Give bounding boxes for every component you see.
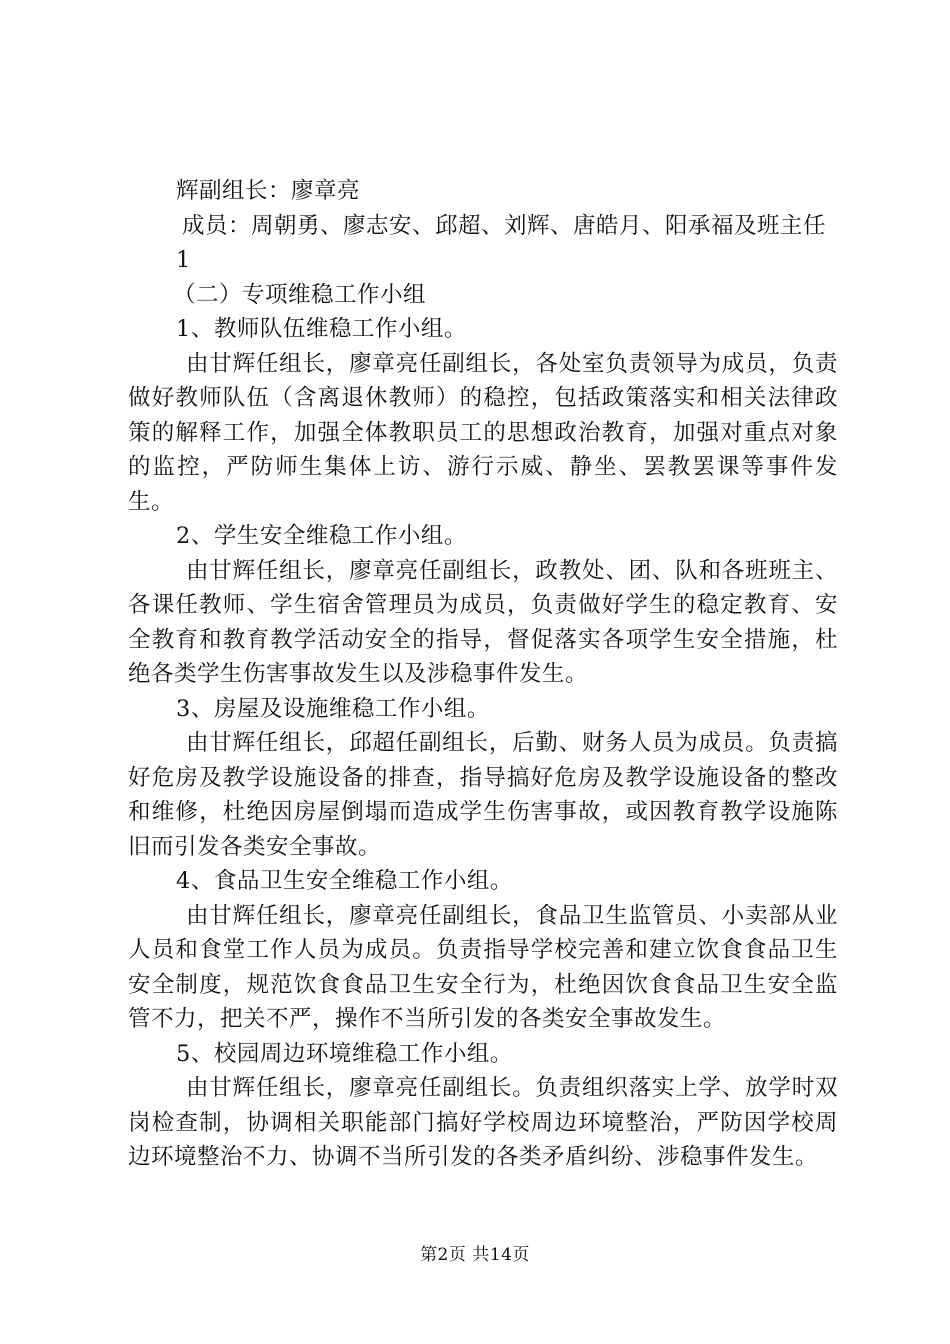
- subsection-heading-3: 3、房屋及设施维稳工作小组。: [176, 695, 490, 722]
- subsection-heading-1: 1、教师队伍维稳工作小组。: [176, 316, 467, 342]
- document-body: [128, 174, 838, 1175]
- page-footer: 第2页 共14页: [420, 1245, 530, 1265]
- paragraph-body-4: 由甘辉任组长，廖章亮任副组长，食品卫生监管员、小卖部从业人员和食堂工作人员为成员。负责指导学校完善和建立饮食食品卫生安全制度，规范饮食食品卫生安全行为，杜绝因饮食食品卫生安全监管不力，把关不严，操作不当所引发的各类安全事故发生。: [128, 902, 838, 1032]
- paragraph-deputy-leader: 辉副组长：廖章亮: [176, 178, 361, 204]
- section-heading: （二）专项维稳工作小组: [173, 281, 427, 308]
- paragraph-members: 成员：周朝勇、廖志安、邱超、刘辉、唐皓月、阳承福及班主任: [182, 212, 827, 239]
- paragraph-body-2: 由甘辉任组长，廖章亮任副组长，政教处、团、队和各班班主、各课任教师、学生宿舍管理员为成员，负责做好学生的稳定教育、安全教育和教育教学活动安全的指导，督促落实各项学生安全措施，杜绝各类学生伤害事故发生以及涉稳事件发生。: [128, 557, 838, 687]
- paragraph-number: 1: [176, 247, 191, 273]
- subsection-heading-4: 4、食品卫生安全维稳工作小组。: [176, 868, 513, 894]
- subsection-heading-5: 5、校园周边环境维稳工作小组。: [176, 1040, 513, 1067]
- paragraph-body-5: 由甘辉任组长，廖章亮任副组长。负责组织落实上学、放学时双岗检查制，协调相关职能部门搞好学校周边环境整治，严防因学校周边环境整治不力、协调不当所引发的各类矛盾纠纷、涉稳事件发生。: [128, 1075, 838, 1170]
- paragraph-body-1: 由甘辉任组长，廖章亮任副组长，各处室负责领导为成员，负责做好教师队伍（含离退休教师）的稳控，包括政策落实和相关法律政策的解释工作，加强全体教职员工的思想政治教育，加强对重点对象的监控，严防师生集体上访、游行示威、静坐、罢教罢课等事件发生。: [128, 350, 838, 515]
- paragraph-body-3: 由甘辉任组长，邱超任副组长，后勤、财务人员为成员。负责搞好危房及教学设施设备的排查，指导搞好危房及教学设施设备的整改和维修，杜绝因房屋倒塌而造成学生伤害事故，或因教育教学设施陈旧而引发各类安全事故。: [128, 730, 838, 860]
- subsection-heading-2: 2、学生安全维稳工作小组。: [176, 523, 467, 549]
